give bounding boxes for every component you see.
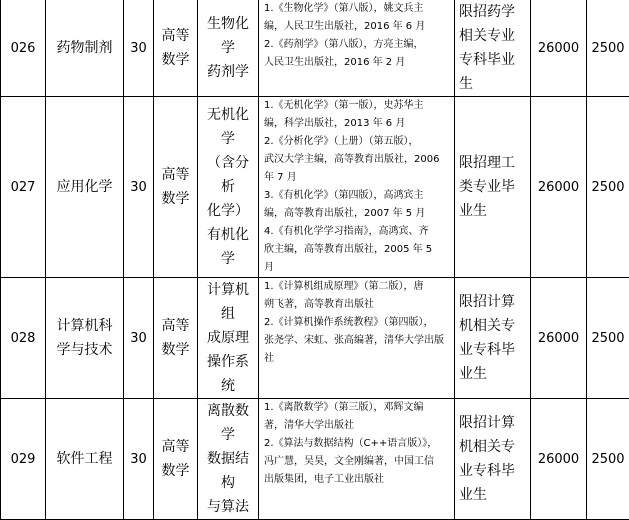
row-id-cell (1, 399, 46, 520)
reference-books-text: 1.《离散数学》（第三版），邓辉文编 著，清华大学出版社 2.《算法与数据结构（C++语言版）》， 冯广慧，吴昊，文全刚编著，中国工信 出版集团，电子工业出版社 (264, 399, 449, 489)
fee-cell (587, 0, 629, 97)
fee-cell (587, 399, 629, 520)
exam-subject-1-cell (154, 278, 198, 399)
row-id-text: 027 (11, 180, 36, 195)
exam-subject-2-cell (198, 278, 259, 399)
reference-books-text: 1.《计算机组成原理》（第二版），唐 朔飞著，高等教育出版社 2.《计算机操作系统教程》（第四版）， 张尧学、宋虹、张高编著，清华大学出版 社 (264, 278, 449, 368)
tuition-text: 26000 (538, 452, 579, 467)
fee-text: 2500 (591, 331, 624, 346)
enrollment-count-cell (124, 0, 154, 97)
row-id-text: 029 (11, 452, 36, 467)
reference-books-text: 1.《无机化学》（第一版），史苏华主 编，科学出版社，2013 年 6 月 2.《分析化学》（上册）（第五版）， 武汉大学主编，高等教育出版社，2006 年 7 月 3.《有机化学》（第四版），高鸿宾主 编，高等教育出版社，2007 年 5 月 4.《有机化学学习指南》，高鸿宾、齐 欣主编，高等教育出版社，2005 年 5 月 (264, 97, 449, 277)
exam-subject-2-text: 离散数学 数据结构 与算法 (202, 399, 254, 519)
exam-subject-1-cell (154, 97, 198, 278)
exam-subject-2-text: 无机化学 （含分析 化学） 有机化学 (202, 103, 254, 271)
enrollment-count-cell (124, 278, 154, 399)
table-row (1, 399, 629, 520)
row-id-cell (1, 97, 46, 278)
enrollment-count-cell (124, 97, 154, 278)
exam-subject-1-cell (154, 399, 198, 520)
reference-books-cell (259, 97, 455, 278)
requirement-text: 限招药学 相关专业 专科毕业 生 (459, 0, 526, 96)
enrollment-count-text: 30 (130, 41, 147, 56)
major-name-cell (46, 0, 124, 97)
tuition-cell (531, 97, 587, 278)
requirement-cell (455, 278, 531, 399)
row-id-cell (1, 0, 46, 97)
major-name-text: 计算机科 学与技术 (57, 318, 113, 358)
major-name-cell (46, 399, 124, 520)
exam-subject-2-cell (198, 97, 259, 278)
enrollment-count-text: 30 (130, 331, 147, 346)
tuition-cell (531, 278, 587, 399)
requirement-text: 限招计算 机相关专 业专科毕 业生 (459, 411, 526, 507)
reference-books-text: 1.《生物化学》（第八版），姚文兵主 编，人民卫生出版社，2016 年 6 月 2.《药剂学》（第八版），方亮主编， 人民卫生出版社，2016 年 2 月 (264, 0, 449, 72)
reference-books-cell (259, 0, 455, 97)
fee-cell (587, 97, 629, 278)
tuition-cell (531, 399, 587, 520)
major-name-text: 软件工程 (57, 451, 113, 467)
major-name-cell (46, 97, 124, 278)
requirement-cell (455, 0, 531, 97)
reference-books-cell (259, 278, 455, 399)
table-row (1, 0, 629, 97)
fee-cell (587, 278, 629, 399)
exam-subject-1-cell (154, 0, 198, 97)
enrollment-count-cell (124, 399, 154, 520)
fee-text: 2500 (591, 180, 624, 195)
row-id-cell (1, 278, 46, 399)
table-row (1, 97, 629, 278)
requirement-cell (455, 399, 531, 520)
table-row (1, 278, 629, 399)
fee-text: 2500 (591, 41, 624, 56)
row-id-text: 026 (11, 41, 36, 56)
major-name-text: 应用化学 (57, 179, 113, 195)
major-name-text: 药物制剂 (57, 40, 113, 56)
exam-subject-1-text: 高等 数学 (162, 163, 190, 211)
table-body (1, 0, 629, 520)
fee-text: 2500 (591, 452, 624, 467)
exam-subject-2-cell (198, 0, 259, 97)
tuition-cell (531, 0, 587, 97)
tuition-text: 26000 (538, 180, 579, 195)
major-name-cell (46, 278, 124, 399)
tuition-text: 26000 (538, 41, 579, 56)
exam-subject-1-text: 高等 数学 (162, 314, 190, 362)
requirement-text: 限招理工 类专业毕 业生 (459, 151, 526, 223)
tuition-text: 26000 (538, 331, 579, 346)
exam-subject-2-cell (198, 399, 259, 520)
reference-books-cell (259, 399, 455, 520)
exam-subject-2-text: 计算机组 成原理 操作系统 (202, 278, 254, 398)
exam-subject-2-text: 生物化学 药剂学 (202, 12, 254, 84)
exam-subject-1-text: 高等 数学 (162, 24, 190, 72)
exam-subject-1-text: 高等 数学 (162, 435, 190, 483)
enrollment-count-text: 30 (130, 180, 147, 195)
enrollment-count-text: 30 (130, 452, 147, 467)
requirement-cell (455, 97, 531, 278)
row-id-text: 028 (11, 331, 36, 346)
requirement-text: 限招计算 机相关专 业专科毕 业生 (459, 290, 526, 386)
